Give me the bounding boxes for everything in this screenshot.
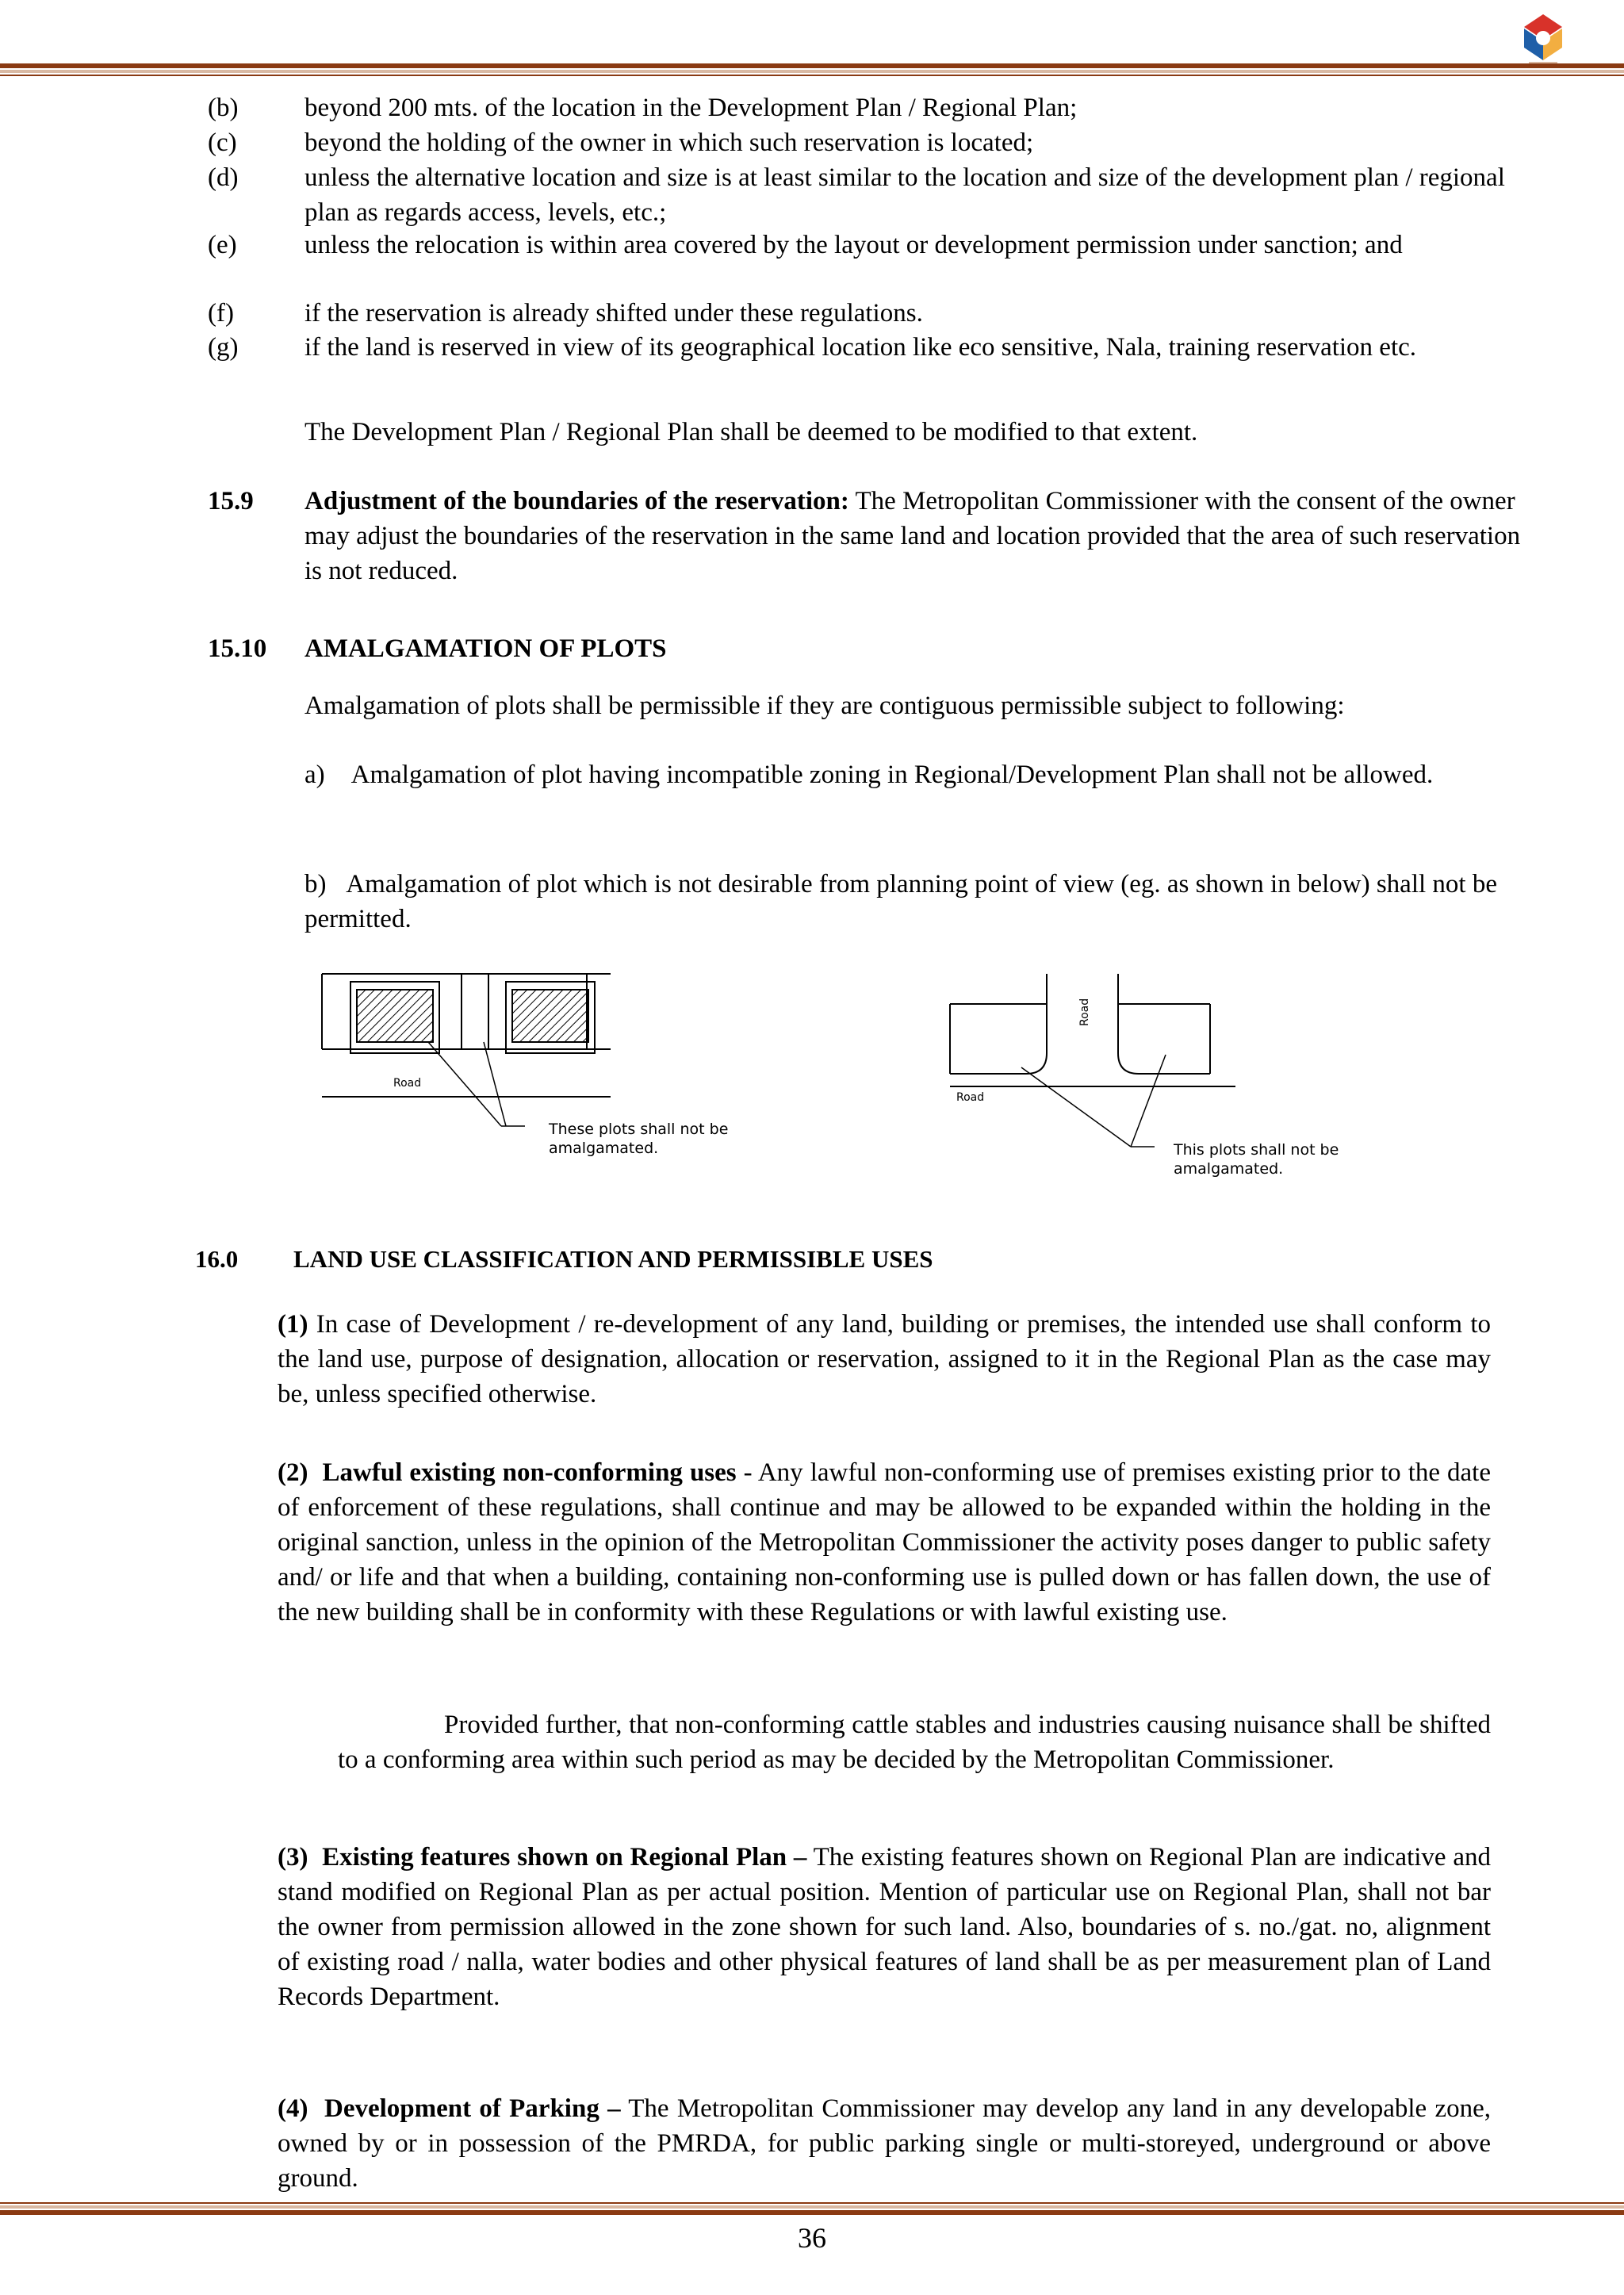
hatched-building [512,990,588,1042]
figure-right-plots [942,974,1386,1190]
item-text: - Any lawful non-conforming use of premises existing prior to the date of enforcement of these regulations, shall continue and may be allowed to be expanded within the holding in the original sanction, unless in the opinion of the Metropolitan Commissioner the activity poses danger to public safety and/ or life and that when a building, containing non-conforming use is pulled down or has fallen down, the use of the new building shall be in conformity with these Regulations or with lawful existing use. [278,1458,1491,1626]
item-number: (3) [278,1843,308,1872]
list-label: (c) [208,128,237,157]
item-title: Development of Parking – [324,2094,621,2123]
note-line-1: This plots shall not be [1174,1141,1339,1159]
item-number: (4) [278,2094,308,2123]
figure-left-plots [317,966,777,1182]
note-line-2: amalgamated. [1174,1160,1284,1178]
logo-icon [1516,11,1570,68]
item-text: In case of Development / re-development of any land, building or premises, the intended use shall conform to the land use, purpose of designation, allocation or reservation, assigned to it in the Regional Plan as the case may be, unless specified otherwise. [278,1310,1491,1408]
footer-rule-thin [0,2202,1624,2204]
land-use-item-4 [278,2091,1491,2196]
list-label: (f) [208,299,234,328]
section-16-title: LAND USE CLASSIFICATION AND PERMISSIBLE USES [293,1245,933,1273]
header-rule-dark [0,63,1624,68]
list-label: (d) [208,163,239,192]
section-number-15-9: 15.9 [208,487,254,515]
list-item: unless the alternative location and size is at least similar to the location and size of the development plan / regional plan as regards access, levels, etc.; [304,163,1505,227]
section-15-9-text: The Metropolitan Commissioner with the consent of the owner may adjust the boundaries of the reservation in the same land and location provided that the area of such reservation is not reduced. [304,487,1521,585]
list-item: beyond 200 mts. of the location in the Development Plan / Regional Plan; [304,94,1078,122]
section-15-10-intro: Amalgamation of plots shall be permissible if they are contiguous permissible subject to following: [304,692,1345,720]
list-label: (e) [208,231,237,259]
section-15-9-title: Adjustment of the boundaries of the reservation: [304,487,849,515]
footer-rule-light [0,2205,1624,2209]
item-number: (1) [278,1310,308,1339]
section-15-10-item-a: a) Amalgamation of plot having incompatible zoning in Regional/Development Plan shall not be allowed. [304,761,1434,789]
land-use-item-2 [278,1455,1491,1630]
item-number: (2) [278,1458,308,1487]
vertical-road-label: Road [1078,998,1091,1026]
section-15-9-paragraph [304,484,1522,588]
land-use-item-3 [278,1840,1491,2014]
item-title: Existing features shown on Regional Plan – [322,1843,807,1872]
road-label: Road [393,1077,422,1090]
page-number: 36 [798,2222,826,2254]
section-number-15-10: 15.10 [208,634,267,663]
list-label: (b) [208,94,239,122]
list-item: if the land is reserved in view of its geographical location like eco sensitive, Nala, training reservation etc. [304,333,1417,362]
section-number-16-0: 16.0 [195,1245,239,1273]
road-label: Road [956,1091,985,1104]
header-rule-thin [0,75,1624,76]
section-15-10-item-b: b) Amalgamation of plot which is not desirable from planning point of view (eg. as shown in below) shall not be permitted. [304,870,1497,933]
hatched-building [357,990,433,1042]
proviso-paragraph: Provided further, that non-conforming cattle stables and industries causing nuisance shall be shifted to a conforming area within such period as may be decided by the Metropolitan Commissioner. [338,1711,1491,1774]
header-rule-light [0,70,1624,73]
list-item: beyond the holding of the owner in which such reservation is located; [304,128,1034,157]
right-plot-lines [950,974,1235,1086]
land-use-item-1 [278,1307,1491,1412]
list-item: unless the relocation is within area covered by the layout or development permission under sanction; and [304,231,1403,259]
note-line-1: These plots shall not be [549,1121,729,1138]
leader-lines [1021,1055,1166,1147]
deemed-sentence: The Development Plan / Regional Plan shall be deemed to be modified to that extent. [304,418,1198,446]
leader-lines [428,1042,525,1126]
item-text: The Metropolitan Commissioner may develop any land in any developable zone, owned by or in possession of the PMRDA, for public parking single or multi-storeyed, underground or above ground. [278,2094,1491,2193]
item-text: The existing features shown on Regional Plan are indicative and stand modified on Regional Plan as per actual position. Mention of particular use on Regional Plan, shall not bar the owner from permission allowed in the zone shown for such land. Also, boundaries of s. no./gat. no, alignment of existing road / nalla, water bodies and other physical features of land shall be as per measurement plan of Land Records Department. [278,1843,1491,2011]
item-title: Lawful existing non-conforming uses [322,1458,737,1487]
list-item: if the reservation is already shifted under these regulations. [304,299,923,328]
list-label: (g) [208,333,239,362]
note-line-2: amalgamated. [549,1140,659,1157]
section-15-10-title: AMALGAMATION OF PLOTS [304,634,667,663]
footer-rule-dark [0,2210,1624,2215]
